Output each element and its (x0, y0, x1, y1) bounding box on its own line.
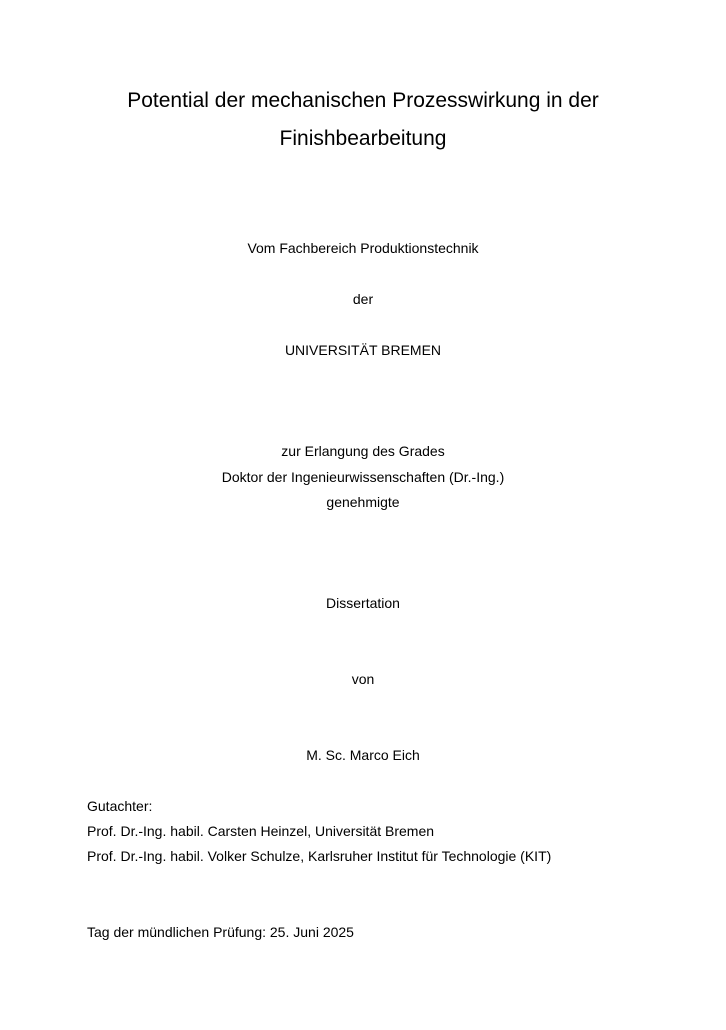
faculty-line: Vom Fachbereich Produktionstechnik (247, 240, 479, 256)
thesis-title-line-2: Finishbearbeitung (279, 127, 447, 150)
reviewer-2: Prof. Dr.-Ing. habil. Volker Schulze, Karlsruher Institut für Technologie (KIT) (87, 848, 552, 864)
reviewer-1: Prof. Dr.-Ing. habil. Carsten Heinzel, Universität Bremen (87, 823, 435, 839)
author-name: M. Sc. Marco Eich (306, 747, 420, 763)
der-line: der (352, 291, 374, 307)
degree-line-2: Doktor der Ingenieurwissenschaften (Dr.-Ing.) (221, 469, 505, 485)
degree-line-3: genehmigte (326, 494, 400, 510)
degree-line-1: zur Erlangung des Grades (281, 443, 445, 459)
thesis-title-line-1: Potential der mechanischen Prozesswirkung in der (127, 89, 599, 112)
university-line: UNIVERSITÄT BREMEN (284, 342, 442, 358)
von-line: von (351, 671, 375, 687)
exam-date: Tag der mündlichen Prüfung: 25. Juni 2025 (87, 924, 354, 940)
document-type: Dissertation (326, 595, 400, 611)
reviewers-heading: Gutachter: (87, 798, 153, 814)
